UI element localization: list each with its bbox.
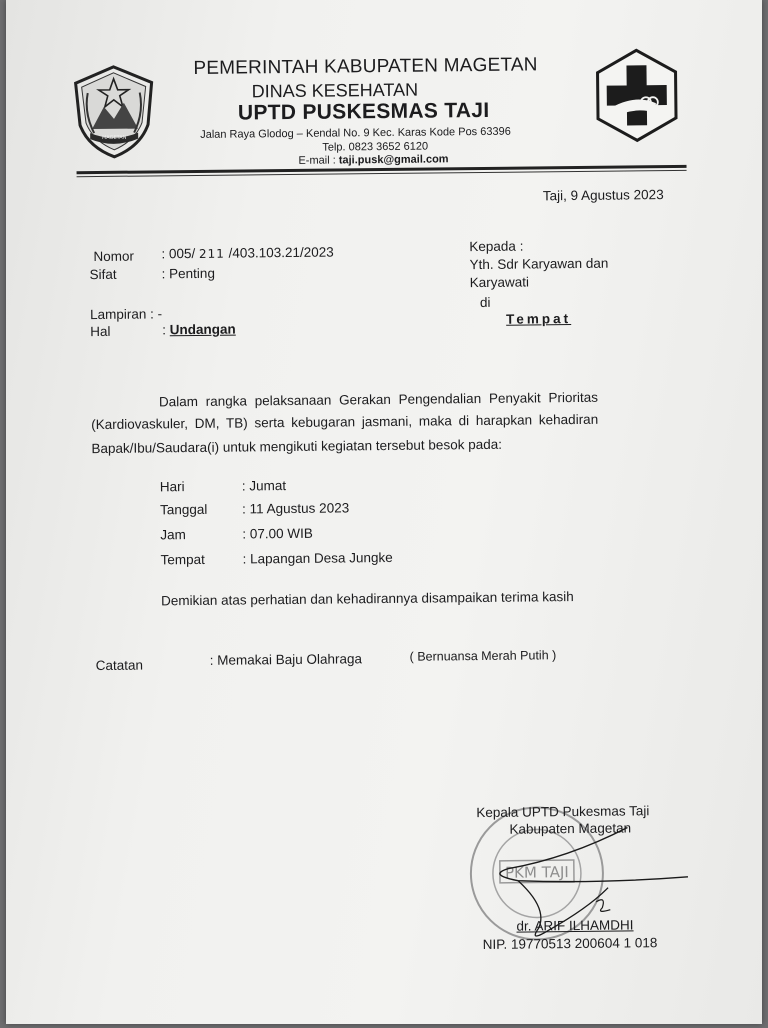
stamp-text: PKM TAJI bbox=[504, 863, 569, 882]
note-label: Catatan bbox=[95, 657, 144, 674]
magetan-emblem-icon bbox=[67, 62, 160, 161]
closing-sentence: Demikian atas perhatian dan kehadirannya disampaikan terima kasih bbox=[160, 589, 574, 609]
recipient-line1: Yth. Sdr Karyawan dan bbox=[469, 255, 609, 273]
detail-tanggal-value: : 11 Agustus 2023 bbox=[242, 500, 350, 517]
header-address: Jalan Raya Glodog – Kendal No. 9 Kec. Karas Kode Pos 63396 bbox=[200, 125, 511, 141]
nomor-label: Nomor bbox=[93, 248, 135, 265]
sifat-label: Sifat bbox=[89, 266, 117, 283]
detail-hari-value: : Jumat bbox=[241, 478, 287, 494]
hal-label: Hal bbox=[90, 323, 111, 340]
header-phone: Telp. 0823 3652 6120 bbox=[322, 140, 429, 154]
letter-document bbox=[1, 0, 768, 1028]
detail-jam-value: : 07.00 WIB bbox=[242, 525, 313, 542]
email-label: E-mail : bbox=[298, 154, 336, 167]
recipient-line2: Karyawati bbox=[469, 274, 530, 291]
recipient-di: di bbox=[479, 294, 491, 311]
recipient-tempat: Tempat bbox=[506, 311, 572, 327]
body-paragraph-line3: Bapak/Ibu/Saudara(i) untuk mengikuti kegiatan tersebut besok pada: bbox=[91, 436, 503, 457]
nomor-value bbox=[161, 245, 333, 262]
header-government: PEMERINTAH KABUPATEN MAGETAN bbox=[193, 54, 538, 79]
signer-nip: NIP. 19770513 200604 1 018 bbox=[482, 935, 658, 953]
nomor-suffix: /403.103.21/2023 bbox=[228, 244, 334, 261]
hal-colon: : bbox=[162, 322, 167, 338]
puskesmas-logo-icon bbox=[593, 47, 680, 144]
detail-jam-label: Jam bbox=[160, 527, 186, 543]
header-email bbox=[298, 153, 448, 167]
signer-name: dr. ARIF ILHAMDHI bbox=[516, 917, 634, 934]
signer-title-line2: Kabupaten Magetan bbox=[509, 820, 632, 837]
recipient-kepada: Kepada : bbox=[469, 238, 524, 255]
signer-title-line1: Kepala UPTD Pukesmas Taji bbox=[476, 803, 650, 821]
sifat-value: : Penting bbox=[161, 265, 215, 282]
header-department: DINAS KESEHATAN bbox=[251, 79, 419, 102]
hal-subject: Undangan bbox=[169, 321, 236, 338]
body-paragraph-line1: Dalam rangka pelaksanaan Gerakan Pengendalian Penyakit Prioritas bbox=[158, 389, 599, 410]
email-address: taji.pusk@gmail.com bbox=[338, 153, 449, 167]
letter-date: Taji, 9 Agustus 2023 bbox=[542, 187, 664, 204]
nomor-prefix: : 005/ bbox=[161, 245, 196, 262]
header-institution: UPTD PUSKESMAS TAJI bbox=[237, 98, 490, 125]
detail-tempat-label: Tempat bbox=[160, 551, 205, 568]
body-paragraph-line2: (Kardiovaskuler, DM, TB) serta kebugaran jasmani, maka di harapkan kehadiran bbox=[91, 411, 599, 433]
letter-paper bbox=[6, 0, 762, 1024]
emblem-ribbon-text: MAGETAN bbox=[101, 134, 127, 141]
detail-hari-label: Hari bbox=[159, 479, 185, 495]
note-extra: ( Bernuansa Merah Putih ) bbox=[409, 648, 557, 664]
lampiran-label: Lampiran : - bbox=[89, 306, 163, 323]
note-value: : Memakai Baju Olahraga bbox=[209, 651, 363, 668]
nomor-handwritten: 211 bbox=[198, 246, 225, 261]
detail-tempat-value: : Lapangan Desa Jungke bbox=[242, 549, 393, 567]
detail-tanggal-label: Tanggal bbox=[160, 501, 208, 518]
hal-value bbox=[162, 322, 236, 338]
